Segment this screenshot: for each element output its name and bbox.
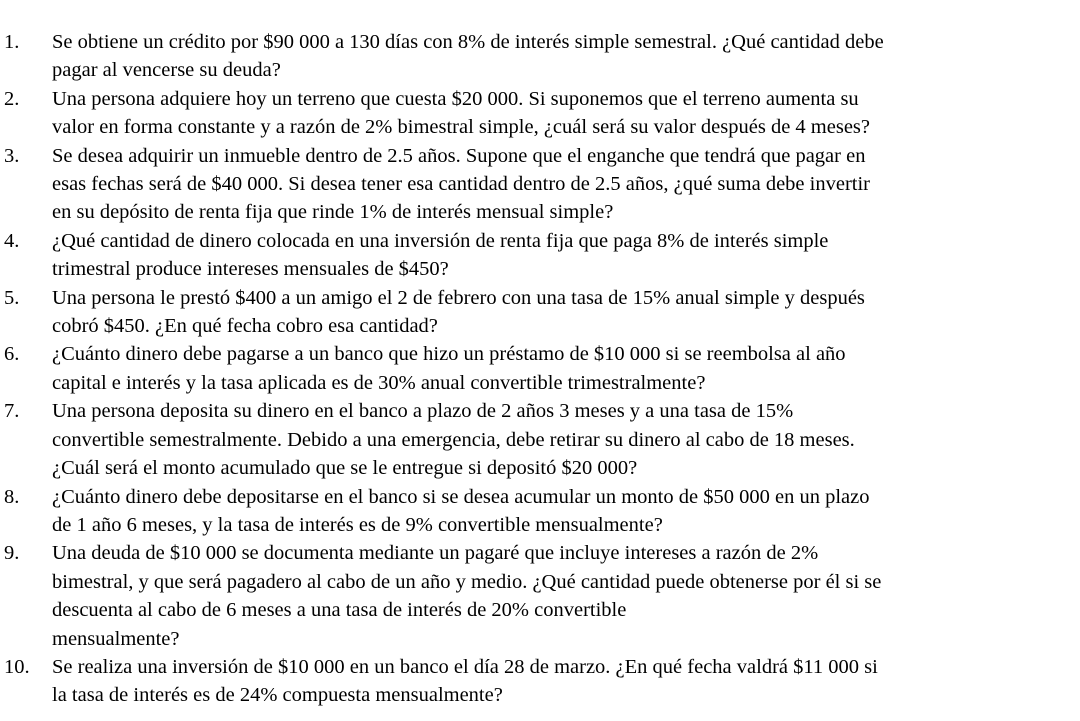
problem-text-line: ¿Cuál será el monto acumulado que se le entregue si depositó $20 000?: [52, 457, 638, 480]
problem-number: 1.: [4, 31, 20, 53]
problem-text-line: Una persona le prestó $400 a un amigo el 2 de febrero con una tasa de 15% anual simple y después: [52, 286, 865, 309]
problem-text-line: Una deuda de $10 000 se documenta mediante un pagaré que incluye intereses a razón de 2%: [52, 542, 819, 565]
problem-text-line: capital e interés y la tasa aplicada es de 30% anual convertible trimestralmente?: [52, 371, 706, 394]
problem-text-line: Una persona adquiere hoy un terreno que cuesta $20 000. Si suponemos que el terreno aumenta su: [52, 87, 859, 110]
problem-text-line: valor en forma constante y a razón de 2% bimestral simple, ¿cuál será su valor después de 4 meses?: [52, 116, 870, 139]
problem-text-line: ¿Cuánto dinero debe pagarse a un banco que hizo un préstamo de $10 000 si se reembolsa al año: [52, 343, 846, 366]
problem-number: 2.: [4, 87, 20, 110]
problem-item: [4, 653, 1074, 710]
problem-text-line: trimestral produce intereses mensuales de $450?: [52, 258, 449, 281]
problem-number: 7.: [4, 400, 20, 423]
problem-number: 5.: [4, 286, 20, 309]
problem-text-line: Se desea adquirir un inmueble dentro de 2.5 años. Supone que el enganche que tendrá que pagar en: [52, 144, 866, 167]
problem-text-line: mensualmente?: [52, 627, 180, 650]
problem-item: [4, 539, 1074, 653]
problem-text-line: la tasa de interés es de 24% compuesta mensualmente?: [52, 684, 503, 707]
problem-number: 3.: [4, 144, 20, 167]
problem-text-line: convertible semestralmente. Debido a una emergencia, debe retirar su dinero al cabo de 18 meses.: [52, 428, 855, 451]
problem-text-line: de 1 año 6 meses, y la tasa de interés es de 9% convertible mensualmente?: [52, 513, 663, 536]
problem-text-line: ¿Cuánto dinero debe depositarse en el banco si se desea acumular un monto de $50 000 en un plazo: [52, 485, 870, 508]
problem-text-line: Una persona deposita su dinero en el banco a plazo de 2 años 3 meses y a una tasa de 15%: [52, 400, 794, 423]
problem-text-line: bimestral, y que será pagadero al cabo de un año y medio. ¿Qué cantidad puede obtenerse por él si se: [52, 570, 882, 593]
problem-text-line: en su depósito de renta fija que rinde 1% de interés mensual simple?: [52, 201, 614, 224]
problem-item: [4, 28, 1074, 85]
problem-text-line: descuenta al cabo de 6 meses a una tasa de interés de 20% convertible: [52, 599, 627, 622]
problem-number: 10.: [4, 655, 30, 678]
problem-text-line: Se realiza una inversión de $10 000 en un banco el día 28 de marzo. ¿En qué fecha valdrá $11 000 si: [52, 655, 878, 678]
problem-item: [4, 284, 1074, 341]
problem-text-line: Se obtiene un crédito por $90 000 a 130 días con 8% de interés simple semestral. ¿Qué cantidad debe: [52, 31, 884, 53]
problem-item: [4, 397, 1074, 482]
problem-item: [4, 340, 1074, 397]
problem-number: 9.: [4, 542, 20, 565]
problem-number: 6.: [4, 343, 20, 366]
problem-item: [4, 483, 1074, 540]
problem-number: 8.: [4, 485, 20, 508]
problem-text-line: pagar al vencerse su deuda?: [52, 59, 281, 82]
problem-text-line: ¿Qué cantidad de dinero colocada en una inversión de renta fija que paga 8% de interés simple: [52, 229, 829, 252]
problem-number: 4.: [4, 229, 20, 252]
problem-item: [4, 142, 1074, 227]
problem-item: [4, 227, 1074, 284]
problem-item: [4, 85, 1074, 142]
problem-text-line: esas fechas será de $40 000. Si desea tener esa cantidad dentro de 2.5 años, ¿qué suma debe invertir: [52, 173, 870, 196]
problem-list: [4, 28, 1074, 710]
problem-text-line: cobró $450. ¿En qué fecha cobro esa cantidad?: [52, 315, 438, 338]
